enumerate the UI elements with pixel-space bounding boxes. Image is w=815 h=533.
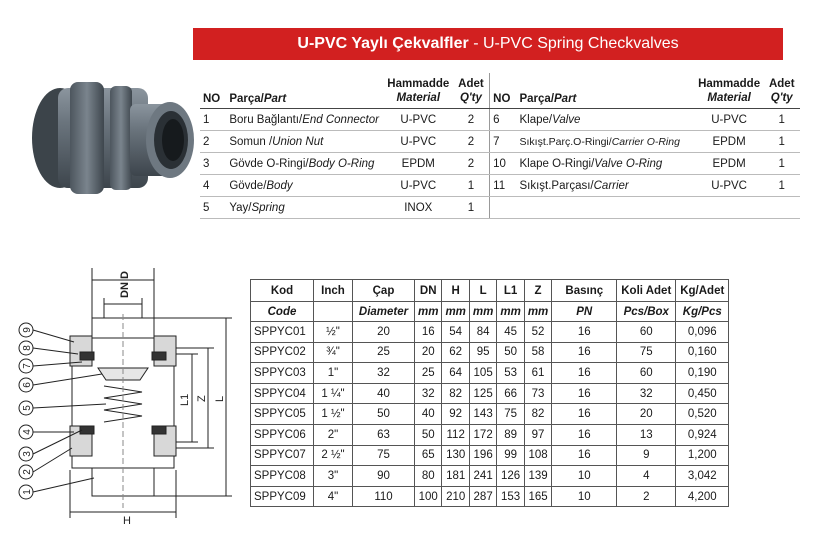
callout-1: 1 — [22, 489, 33, 495]
col-no-2: NO — [490, 73, 517, 109]
dims-cell: 99 — [497, 445, 524, 466]
dims-cell: 16 — [415, 322, 442, 343]
dims-row — [251, 424, 729, 445]
dims-cell: 0,190 — [676, 363, 729, 384]
parts-table — [200, 73, 800, 219]
parts-row: 4 Gövde/Body U-PVC 1 11 Sıkışt.Parçası/Carrier U-PVC 1 — [200, 175, 800, 197]
col-material-2: Hammadde Material — [695, 73, 764, 109]
dims-cell: 60 — [617, 322, 676, 343]
dims-cell: 80 — [415, 466, 442, 487]
dims-cell: 54 — [442, 322, 469, 343]
dims-cell: 60 — [617, 363, 676, 384]
title-bold: U-PVC Yaylı Çekvalfler — [297, 35, 469, 52]
dims-cell: 58 — [524, 342, 551, 363]
dims-cell: 181 — [442, 466, 469, 487]
dims-cell: 210 — [442, 486, 469, 507]
dims-cell: 2 ½" — [314, 445, 353, 466]
dims-cell: 1 ¼" — [314, 383, 353, 404]
dims-cell: 16 — [552, 383, 617, 404]
title-banner — [193, 28, 783, 60]
dims-cell: 75 — [617, 342, 676, 363]
dims-cell: SPPYC05 — [251, 404, 314, 425]
dims-cell: 0,160 — [676, 342, 729, 363]
dims-cell: 130 — [442, 445, 469, 466]
callout-9: 9 — [22, 327, 33, 333]
dims-cell: 143 — [469, 404, 496, 425]
dims-cell: 75 — [353, 445, 415, 466]
col-part-2: Parça/Part — [516, 73, 694, 109]
dims-cell: 241 — [469, 466, 496, 487]
parts-row: 3 Gövde O-Ringi/Body O-Ring EPDM 2 10 Klape O-Ringi/Valve O-Ring EPDM 1 — [200, 153, 800, 175]
dims-cell: 3" — [314, 466, 353, 487]
dims-row — [251, 486, 729, 507]
dims-cell: 50 — [497, 342, 524, 363]
label-l1: L1 — [179, 393, 191, 406]
dims-cell: 172 — [469, 424, 496, 445]
dims-cell: 50 — [415, 424, 442, 445]
dims-cell: 25 — [353, 342, 415, 363]
dims-cell: 95 — [469, 342, 496, 363]
parts-row: 1 Boru Bağlantı/End Connector U-PVC 2 6 Klape/Valve U-PVC 1 — [200, 109, 800, 131]
dims-cell: 84 — [469, 322, 496, 343]
dims-cell: 287 — [469, 486, 496, 507]
dims-cell: 64 — [442, 363, 469, 384]
dims-cell: ½" — [314, 322, 353, 343]
label-l: L — [214, 395, 226, 402]
dims-cell: 82 — [442, 383, 469, 404]
dims-cell: 16 — [552, 342, 617, 363]
dims-cell: SPPYC09 — [251, 486, 314, 507]
dims-cell: 20 — [415, 342, 442, 363]
dims-cell: 20 — [617, 404, 676, 425]
callout-7: 7 — [22, 363, 33, 369]
dims-cell: 52 — [524, 322, 551, 343]
dims-cell: 16 — [552, 445, 617, 466]
dims-cell: 16 — [552, 424, 617, 445]
dims-cell: SPPYC04 — [251, 383, 314, 404]
callout-5: 5 — [22, 405, 33, 411]
dims-cell: 16 — [552, 322, 617, 343]
label-h: H — [123, 515, 131, 527]
dims-row — [251, 445, 729, 466]
dims-row — [251, 322, 729, 343]
parts-row: 5 Yay/Spring INOX 1 — [200, 197, 800, 219]
dims-cell: 66 — [497, 383, 524, 404]
dims-cell: 61 — [524, 363, 551, 384]
dims-cell: 9 — [617, 445, 676, 466]
dims-cell: 0,096 — [676, 322, 729, 343]
dims-cell: 73 — [524, 383, 551, 404]
dims-cell: 89 — [497, 424, 524, 445]
dims-cell: SPPYC02 — [251, 342, 314, 363]
dims-cell: 126 — [497, 466, 524, 487]
dims-row — [251, 404, 729, 425]
dims-cell: SPPYC07 — [251, 445, 314, 466]
dims-cell: 0,450 — [676, 383, 729, 404]
dims-cell: 90 — [353, 466, 415, 487]
col-no: NO — [200, 73, 226, 109]
dims-cell: 40 — [415, 404, 442, 425]
dims-cell: 108 — [524, 445, 551, 466]
dims-cell: 153 — [497, 486, 524, 507]
dims-cell: SPPYC03 — [251, 363, 314, 384]
dims-cell: 125 — [469, 383, 496, 404]
title-rest: - U-PVC Spring Checkvalves — [468, 35, 679, 52]
col-qty: Adet Q'ty — [453, 73, 490, 109]
col-part: Parça/Part — [226, 73, 384, 109]
dims-cell: 32 — [353, 363, 415, 384]
dims-cell: 63 — [353, 424, 415, 445]
dims-cell: 32 — [617, 383, 676, 404]
dims-cell: 4" — [314, 486, 353, 507]
valve-photo — [18, 66, 200, 216]
dims-cell: 53 — [497, 363, 524, 384]
dims-cell: 2" — [314, 424, 353, 445]
dims-cell: 139 — [524, 466, 551, 487]
dimensions-table — [250, 279, 729, 507]
dims-cell: 4,200 — [676, 486, 729, 507]
dims-cell: 4 — [617, 466, 676, 487]
dims-cell: SPPYC08 — [251, 466, 314, 487]
col-qty-2: Adet Q'ty — [764, 73, 800, 109]
dims-subheader-row: Code Diameter mm mm mm mm mm PN Pcs/Box Kg/Pcs — [251, 302, 729, 322]
dims-cell: 1 ½" — [314, 404, 353, 425]
dims-row — [251, 466, 729, 487]
dims-cell: 25 — [415, 363, 442, 384]
dims-row — [251, 383, 729, 404]
dims-header-row: Kod Inch Çap DN H L L1 Z Basınç Koli Adet Kg/Adet — [251, 280, 729, 302]
dims-cell: 45 — [497, 322, 524, 343]
label-dn-d: DN D — [119, 271, 131, 298]
dims-cell: 105 — [469, 363, 496, 384]
dims-cell: 165 — [524, 486, 551, 507]
dims-cell: 0,924 — [676, 424, 729, 445]
callout-2: 2 — [22, 469, 33, 475]
callout-6: 6 — [22, 382, 33, 388]
callout-4: 4 — [22, 429, 33, 435]
dims-cell: 196 — [469, 445, 496, 466]
dims-cell: 65 — [415, 445, 442, 466]
dims-cell: 92 — [442, 404, 469, 425]
dims-cell: ¾" — [314, 342, 353, 363]
callout-8: 8 — [22, 345, 33, 351]
dims-cell: 13 — [617, 424, 676, 445]
dims-cell: 40 — [353, 383, 415, 404]
dims-cell: 10 — [552, 486, 617, 507]
dims-cell: 10 — [552, 466, 617, 487]
dims-cell: 1" — [314, 363, 353, 384]
col-material: Hammadde Material — [384, 73, 453, 109]
dims-cell: 1,200 — [676, 445, 729, 466]
dims-cell: 97 — [524, 424, 551, 445]
dims-cell: 82 — [524, 404, 551, 425]
dims-cell: SPPYC06 — [251, 424, 314, 445]
dims-cell: 110 — [353, 486, 415, 507]
callout-3: 3 — [22, 451, 33, 457]
dims-cell: 50 — [353, 404, 415, 425]
dims-cell: 3,042 — [676, 466, 729, 487]
dims-cell: 62 — [442, 342, 469, 363]
dims-cell: 75 — [497, 404, 524, 425]
dims-cell: SPPYC01 — [251, 322, 314, 343]
dims-cell: 32 — [415, 383, 442, 404]
cross-section-drawing — [12, 258, 242, 528]
dims-cell: 0,520 — [676, 404, 729, 425]
parts-row: 2 Somun /Union Nut U-PVC 2 7 Sıkışt.Parç.O-Ringi/Carrier O-Ring EPDM 1 — [200, 131, 800, 153]
dims-cell: 100 — [415, 486, 442, 507]
label-z: Z — [196, 395, 208, 402]
dims-cell: 16 — [552, 404, 617, 425]
dims-row — [251, 342, 729, 363]
dims-cell: 112 — [442, 424, 469, 445]
dims-cell: 2 — [617, 486, 676, 507]
dims-cell: 16 — [552, 363, 617, 384]
dims-row — [251, 363, 729, 384]
dims-cell: 20 — [353, 322, 415, 343]
